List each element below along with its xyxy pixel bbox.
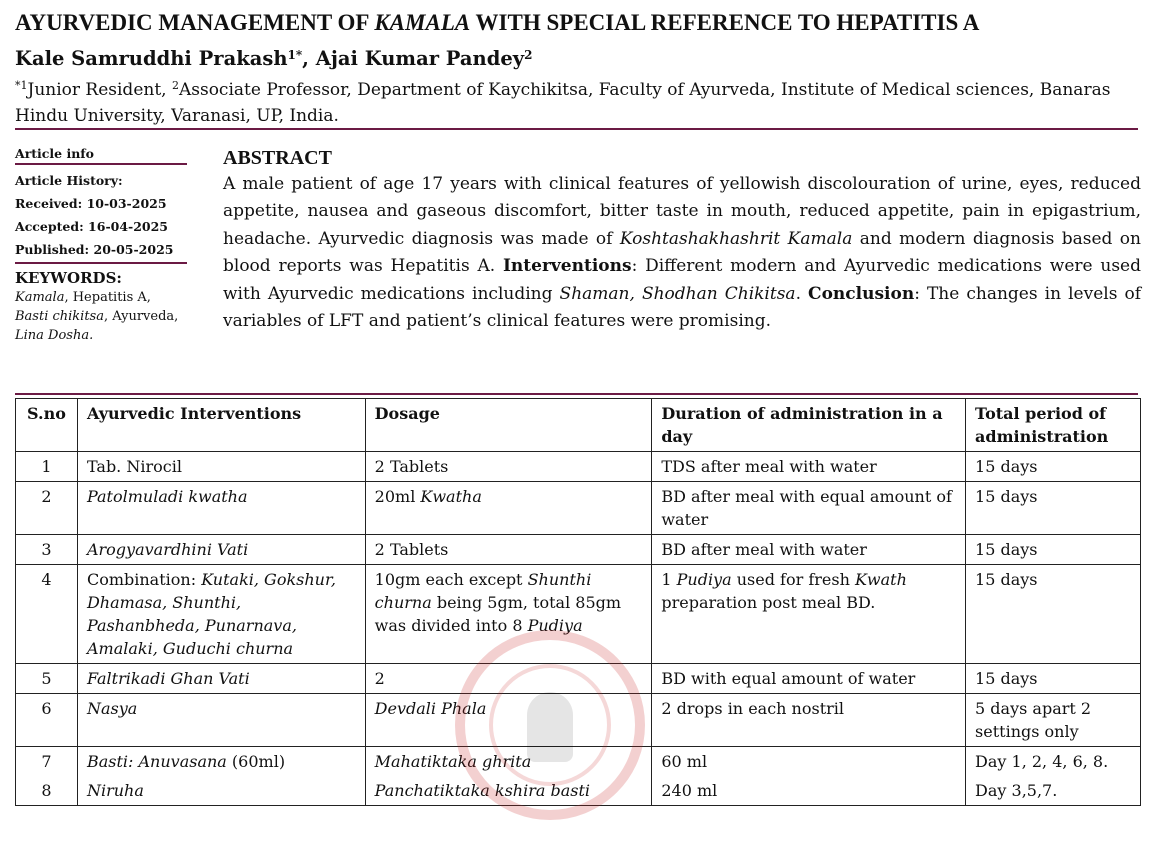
published-date: Published: 20-05-2025 bbox=[15, 242, 174, 257]
keywords-divider bbox=[15, 262, 187, 264]
column-header-sno: S.no bbox=[16, 399, 78, 452]
keywords-heading: KEYWORDS: bbox=[15, 269, 122, 287]
article-info-panel bbox=[15, 145, 190, 345]
table-row: 8 Niruha Panchatiktaka kshira basti 240 ml Day 3,5,7. bbox=[16, 776, 1141, 806]
author-name: Ajai Kumar Pandey bbox=[315, 47, 525, 70]
header-divider bbox=[15, 128, 1138, 130]
table-row: 4 Combination: Kutaki, Gokshur, Dhamasa, Shunthi, Pashanbheda, Punarnava, Amalaki, Guduchi churna 10gm each except Shunthi churna being 5gm, total 85gm was divided into 8 Pudiya 1 Pudiya used for fresh Kwath preparation post meal BD. 15 days bbox=[16, 565, 1141, 664]
article-info-divider bbox=[15, 163, 187, 165]
table-header-row bbox=[16, 399, 1141, 452]
table-row: 7 Basti: Anuvasana (60ml) Mahatiktaka ghrita 60 ml Day 1, 2, 4, 6, 8. bbox=[16, 747, 1141, 777]
table-row: 2 Patolmuladi kwatha 20ml Kwatha BD after meal with equal amount of water 15 days bbox=[16, 482, 1141, 535]
column-header-duration: Duration of administration in a day bbox=[652, 399, 966, 452]
accepted-date: Accepted: 16-04-2025 bbox=[15, 219, 169, 234]
author-affiliations: $^{*1}$Junior Resident, $^2$Associate Professor, Department of Kaychikitsa, Faculty of Ayurveda, Institute of Medical sciences, Banaras Hindu University, Varanasi, UP, India. bbox=[15, 79, 1111, 126]
interventions-table bbox=[15, 398, 1141, 806]
received-date: Received: 10-03-2025 bbox=[15, 196, 167, 211]
abstract-text: A male patient of age 17 years with clinical features of yellowish discolouration of urine, eyes, reduced appetite, nausea and gaseous discomfort, bitter taste in mouth, reduced appetite, pain in epigastrium, headache. Ayurvedic diagnosis was made of Koshtashakhashrit Kamala and modern diagnosis based on blood reports was Hepatitis A. Interventions: Different modern and Ayurvedic medications were used with Ayurvedic medications including Shaman, Shodhan Chikitsa. Conclusion: The changes in levels of variables of LFT and patient’s clinical features were promising. bbox=[223, 174, 1142, 332]
keywords-list: Kamala, Hepatitis A, Basti chikitsa, Ayurveda, Lina Dosha. bbox=[15, 290, 179, 343]
column-header-intervention: Ayurvedic Interventions bbox=[77, 399, 365, 452]
table-row: 3 Arogyavardhini Vati 2 Tablets BD after meal with water 15 days bbox=[16, 535, 1141, 565]
column-header-period: Total period of administration bbox=[966, 399, 1141, 452]
author-name: Kale Samruddhi Prakash bbox=[15, 47, 288, 70]
author-list: Kale Samruddhi Prakash$^{1*}$, Ajai Kumar Pandey$^2$ bbox=[15, 47, 533, 70]
paper-title: AYURVEDIC MANAGEMENT OF KAMALA WITH SPECIAL REFERENCE TO HEPATITIS A bbox=[15, 10, 980, 35]
table-row: 6 Nasya Devdali Phala 2 drops in each nostril 5 days apart 2 settings only bbox=[16, 694, 1141, 747]
table-row: 1 Tab. Nirocil 2 Tablets TDS after meal with water 15 days bbox=[16, 452, 1141, 482]
article-info-heading: Article info bbox=[15, 146, 95, 161]
abstract-section bbox=[223, 145, 1141, 335]
column-header-dosage: Dosage bbox=[365, 399, 652, 452]
abstract-heading: ABSTRACT bbox=[223, 147, 332, 169]
table-row: 5 Faltrikadi Ghan Vati 2 BD with equal amount of water 15 days bbox=[16, 664, 1141, 694]
article-history-label: Article History: bbox=[15, 173, 123, 188]
section-divider bbox=[15, 393, 1138, 395]
